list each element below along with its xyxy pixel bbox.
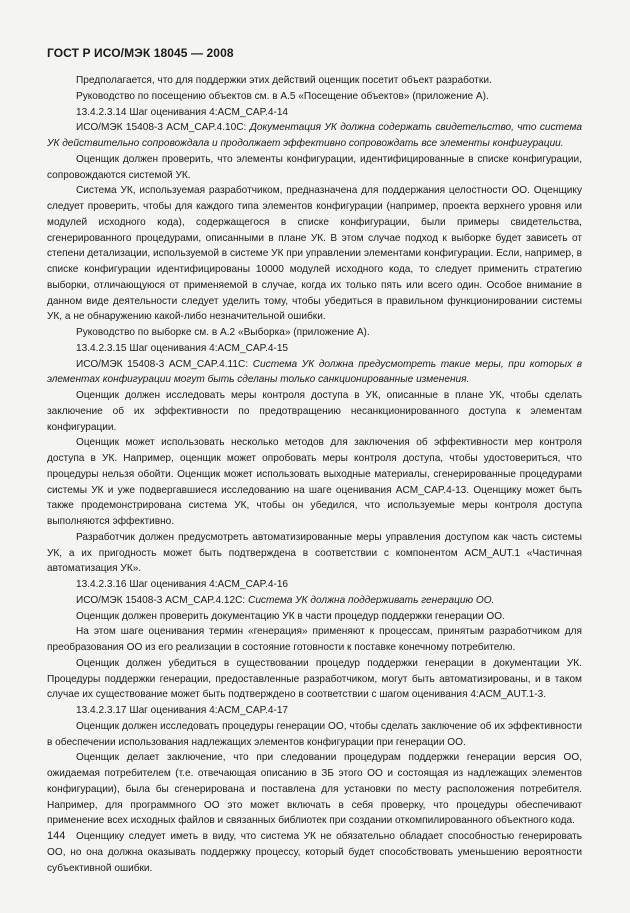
paragraph: Оценщик должен исследовать процедуры генерации ОО, чтобы сделать заключение об их эффективности в обеспечении использования надлежащих элементов конфигурации при генерации ОО.	[47, 720, 582, 748]
requirement-reference: ИСО/МЭК 15408-3 ACM_CAP.4.12C:	[76, 594, 249, 606]
requirement-text: Документация УК должна содержать свидетельство, что система УК действительно сопровождала и продолжает эффективно сопровождать все элементы конфигурации.	[47, 122, 582, 149]
requirement-reference: ИСО/МЭК 15408-3 ACM_CAP.4.11C:	[76, 358, 253, 370]
paragraph: Предполагается, что для поддержки этих действий оценщик посетит объект разработки.	[76, 75, 492, 86]
paragraph: Оценщик делает заключение, что при следовании процедурам поддержки генерации версия ОО, ожидаемая потребителем (т.е. отвечающая описанию в ЗБ этого ОО и состоящая из надлежащих элементов конфигурации), была бы сгенерирована и поставлена для установки по месту расположения потребителя. Например, для программного ОО это может включать в себя проверку, что процедуры обеспечивают применение всех исходных файлов и связанных библиотек при создании откомпилированного объектного кода.	[47, 752, 582, 827]
document-body	[47, 73, 582, 876]
document-header: ГОСТ Р ИСО/МЭК 18045 — 2008	[47, 46, 234, 60]
paragraph: Оценщик должен исследовать меры контроля доступа в УК, описанные в плане УК, чтобы сделать заключение об их эффективности по предотвращению несанкционированного доступа к элементам конфигурации.	[47, 390, 582, 433]
paragraph: Руководство по выборке см. в А.2 «Выборка» (приложение А).	[76, 327, 370, 338]
requirement-paragraph	[47, 357, 582, 389]
requirement-text: Система УК должна предусмотреть такие меры, при которых в элементах конфигурации могут быть сделаны только санкционированные изменения.	[47, 358, 582, 386]
paragraph: Система УК, используемая разработчиком, предназначена для поддержания целостности ОО. Оценщику следует проверить, чтобы для каждого типа элементов конфигурации (например, проекта верхнего уровня или модулей исходного кода), содержащегося в списке конфигурации, были примеры свидетельства, сгенерированного процедурами, описанными в плане УК. В этом случае подход к выборке будет зависеть от степени детализации, используемой в системе УК при управлении элементами конфигурации. Если, например, в списке конфигурации идентифицированы 10000 модулей исходного кода, то следует применить стратегию выборки, отличающуюся от применяемой в случае, когда их только пять или всего один. Особое внимание в данном виде деятельности следует уделить тому, чтобы убедиться в правильном функционировании системы УК, а не обнаружению какой-либо незначительной ошибки.	[47, 185, 582, 323]
requirement-reference: ИСО/МЭК 15408-3 ACM_CAP.4.10C:	[76, 122, 250, 134]
requirement-paragraph	[47, 120, 582, 152]
clause-heading: 13.4.2.3.17 Шаг оценивания 4:ACM_CAP.4-17	[76, 705, 289, 716]
clause-heading: 13.4.2.3.15 Шаг оценивания 4:ACM_CAP.4-15	[76, 342, 289, 354]
paragraph: Оценщик должен проверить документацию УК в части процедур поддержки генерации ОО.	[76, 610, 505, 622]
paragraph: На этом шаге оценивания термин «генерация» применяют к процессам, принятым разработчиком для преобразования ОО из его реализации в состояние готовности к поставке конечному потребителю.	[47, 626, 582, 653]
paragraph: Оценщик должен убедиться в существовании процедур поддержки генерации в документации УК. Процедуры поддержки генерации, предоставленные разработчиком, могут быть автоматизированы, и в таком случае их существование может быть подтверждено в соответствии с шагом оценивания 4:ACM_AUT.1-3.	[47, 657, 582, 701]
clause-heading: 13.4.2.3.14 Шаг оценивания 4:ACM_CAP.4-14	[76, 106, 289, 118]
paragraph: Руководство по посещению объектов см. в А.5 «Посещение объектов» (приложение А).	[76, 90, 489, 102]
paragraph: Оценщик должен проверить, что элементы конфигурации, идентифицированные в списке конфигурации, сопровождаются системой УК.	[47, 153, 582, 181]
paragraph: Оценщик может использовать несколько методов для заключения об эффективности мер контроля доступа в УК. Например, оценщик может опробовать меры контроля доступа, чтобы удостовериться, что процедуры нельзя обойти. Оценщик может использовать выходные материалы, сгенерированные процедурами системы УК и уже подвергавшиеся исследованию на шаге оценивания ACM_CAP.4-13. Оценщику может быть также продемонстрирована система УК, чтобы он убедился, что используемые меры контроля доступа выполняются эффективно.	[47, 437, 582, 527]
requirement-text: Система УК должна поддерживать генерацию ОО.	[248, 594, 495, 606]
paragraph: Разработчик должен предусмотреть автоматизированные меры управления доступом как часть системы УК, а их пригодность может быть подтверждена в соответствии с компонентом ACM_AUT.1 «Частичная автоматизация УК».	[47, 531, 582, 575]
clause-heading: 13.4.2.3.16 Шаг оценивания 4:ACM_CAP.4-16	[76, 579, 289, 590]
paragraph: Оценщику следует иметь в виду, что система УК не обязательно обладает способностью генерировать ОО, но она должна оказывать поддержку процессу, который будет способствовать уменьшению вероятности субъективной ошибки.	[47, 831, 582, 874]
requirement-paragraph	[47, 593, 582, 609]
page-number: 144	[47, 830, 66, 842]
